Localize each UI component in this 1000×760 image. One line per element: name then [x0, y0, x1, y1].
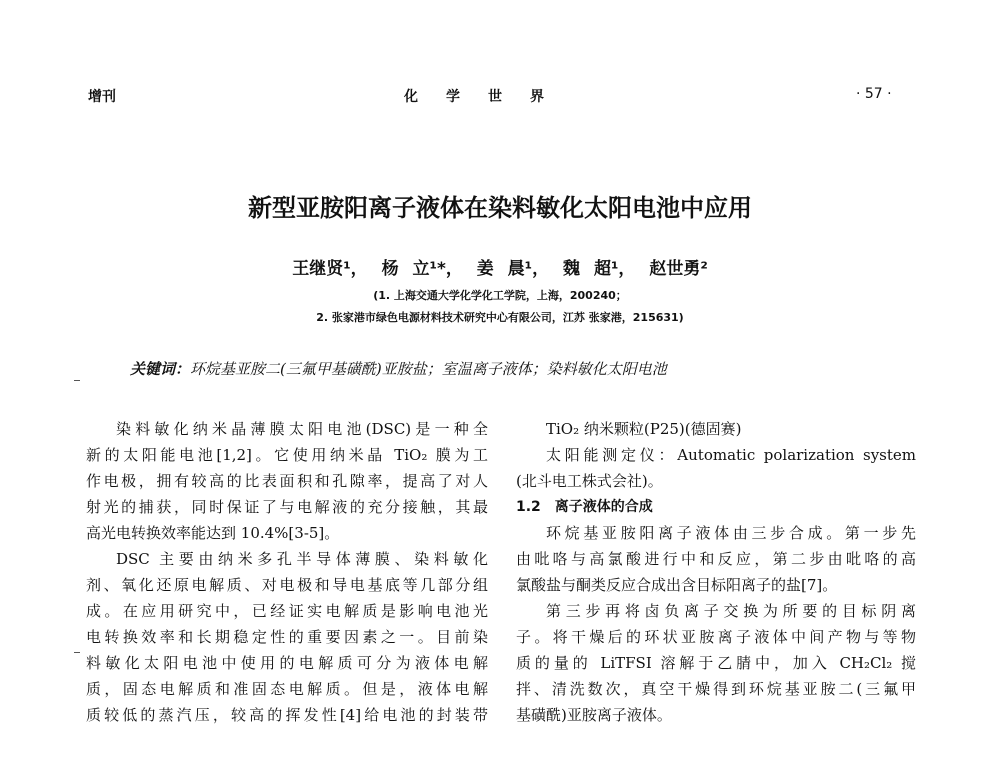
paragraph-line: TiO₂ 纳米颗粒(P25)(德固赛): [546, 420, 742, 438]
header-journal-name: 化学世界: [404, 89, 572, 105]
paragraph-line: 基磺酰)亚胺离子液体。: [516, 706, 672, 724]
header-supplement-label: 增刊: [88, 89, 116, 105]
article-title: 新型亚胺阳离子液体在染料敏化太阳电池中应用: [248, 194, 752, 222]
keywords-line: [130, 358, 667, 379]
paragraph-line: 质的量的 LiTFSI 溶解于乙腈中，加入 CH₂Cl₂ 搅: [516, 654, 916, 672]
body-column-left: [86, 416, 488, 728]
body-column-right: [516, 416, 916, 728]
paragraph-line: 成。在应用研究中，已经证实电解质是影响电池光: [86, 602, 488, 620]
paragraph-line: 射光的捕获，同时保证了与电解液的充分接触，其最: [86, 498, 488, 516]
paragraph-line: 质，固态电解质和准固态电解质。但是，液体电解: [86, 680, 488, 698]
paragraph-line: 染料敏化纳米晶薄膜太阳电池(DSC)是一种全: [116, 420, 488, 438]
paragraph-line: 拌、清洗数次，真空干燥得到环烷基亚胺二(三氟甲: [516, 680, 916, 698]
paragraph-line: 电转换效率和长期稳定性的重要因素之一。目前染: [86, 628, 488, 646]
paragraph-line: 氯酸盐与酮类反应合成出含目标阳离子的盐[7]。: [516, 576, 838, 594]
paragraph-line: 环烷基亚胺阳离子液体由三步合成。第一步先: [546, 524, 916, 542]
margin-mark: [74, 380, 80, 381]
paragraph-line: 由吡咯与高氯酸进行中和反应，第二步由吡咯的高: [516, 550, 916, 568]
paragraph-line: 新的太阳能电池[1,2]。它使用纳米晶 TiO₂ 膜为工: [86, 446, 488, 464]
paragraph-line: 高光电转换效率能达到 10.4%[3-5]。: [86, 524, 340, 542]
keywords-label: 关键词：: [130, 360, 191, 378]
paragraph-line: 料敏化太阳电池中使用的电解质可分为液体电解: [86, 654, 488, 672]
header-page-number: · 57 ·: [856, 86, 892, 102]
section-heading: 1.2 离子液体的合成: [516, 499, 653, 515]
paragraph-line: 太阳能测定仪：Automatic polarization system: [546, 446, 916, 464]
paragraph-line: 剂、氧化还原电解质、对电极和导电基底等几部分组: [86, 576, 488, 594]
paragraph-line: 作电极，拥有较高的比表面积和孔隙率，提高了对人: [86, 472, 488, 490]
paragraph-line: (北斗电工株式会社)。: [516, 472, 663, 490]
affiliation-2: 2. 张家港市绿色电源材料技术研究中心有限公司，江苏 张家港，215631): [316, 311, 684, 324]
author-list: 王继贤¹， 杨 立¹*， 姜 晨¹， 魏 超¹， 赵世勇²: [292, 259, 708, 279]
paragraph-line: 子。将干燥后的环状亚胺离子液体中间产物与等物: [516, 628, 916, 646]
paragraph-line: DSC 主要由纳米多孔半导体薄膜、染料敏化: [116, 550, 488, 568]
affiliation-1: (1. 上海交通大学化学化工学院，上海，200240；: [373, 289, 627, 302]
keywords-text: 环烷基亚胺二(三氟甲基磺酰)亚胺盐；室温离子液体；染料敏化太阳电池: [190, 360, 667, 378]
margin-mark: [74, 652, 80, 653]
paragraph-line: 第三步再将卤负离子交换为所要的目标阴离: [546, 602, 916, 620]
paragraph-line: 质较低的蒸汽压，较高的挥发性[4]给电池的封装带: [86, 706, 488, 724]
